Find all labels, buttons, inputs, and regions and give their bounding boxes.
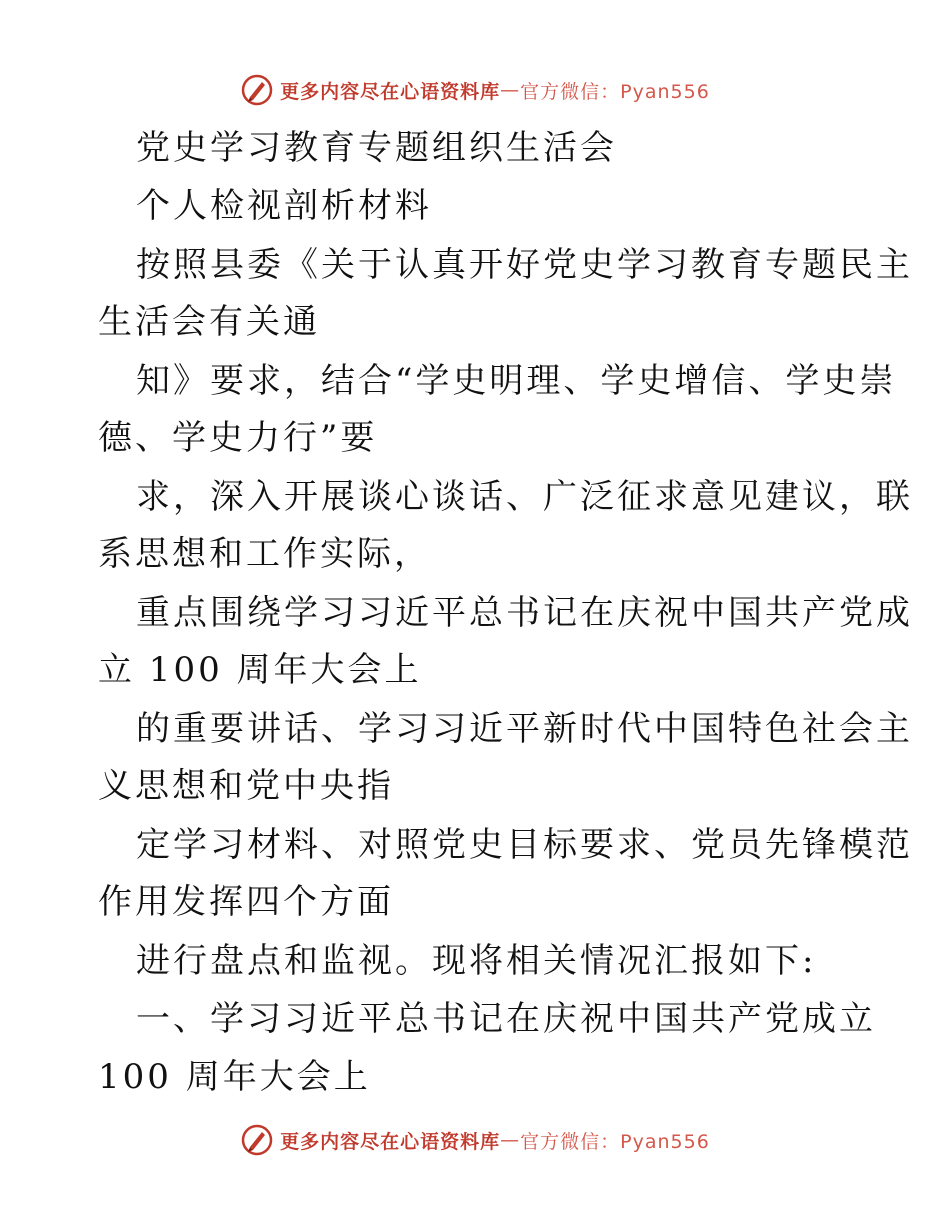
doc-text-line: 求，深入开展谈心谈话、广泛征求意见建议，联: [136, 477, 913, 517]
footer-watermark-banner: [0, 1120, 950, 1160]
doc-text-line: 立 100 周年大会上: [98, 650, 422, 690]
doc-heading-line: 一、学习习近平总书记在庆祝中国共产党成立: [136, 999, 876, 1039]
banner-wechat-text: 官方微信：Pyan556: [520, 1130, 710, 1153]
pen-logo-icon: [240, 73, 274, 107]
doc-text-line: 定学习材料、对照党史目标要求、党员先锋模范: [136, 825, 913, 865]
banner-dash: —: [500, 79, 521, 101]
banner-wechat-text: 官方微信：Pyan556: [520, 80, 710, 103]
doc-text-line: 系思想和工作实际，: [98, 534, 431, 574]
banner-dash: —: [500, 1129, 521, 1151]
doc-text-line: 进行盘点和监视。现将相关情况汇报如下:: [136, 941, 817, 981]
banner-brand-text: 更多内容尽在心语资料库: [280, 1130, 501, 1153]
pen-logo-icon: [240, 1123, 274, 1157]
banner-brand-text: 更多内容尽在心语资料库: [280, 80, 501, 103]
doc-subtitle-line: 个人检视剖析材料: [136, 186, 432, 226]
doc-text-line: 作用发挥四个方面: [98, 882, 394, 922]
doc-text-line: 按照县委《关于认真开好党史学习教育专题民主: [136, 245, 913, 285]
doc-title-line: 党史学习教育专题组织生活会: [136, 128, 617, 168]
doc-text-line: 知》要求，结合“学史明理、学史增信、学史崇: [136, 361, 897, 401]
doc-text-line: 义思想和党中央指: [98, 766, 394, 806]
header-watermark-banner: [0, 70, 950, 110]
doc-heading-line: 100 周年大会上: [98, 1057, 371, 1097]
doc-text-line: 生活会有关通: [98, 302, 320, 342]
doc-text-line: 德、学史力行”要: [98, 418, 378, 458]
doc-text-line: 重点围绕学习习近平总书记在庆祝中国共产党成: [136, 593, 913, 633]
doc-text-line: 的重要讲话、学习习近平新时代中国特色社会主: [136, 709, 913, 749]
